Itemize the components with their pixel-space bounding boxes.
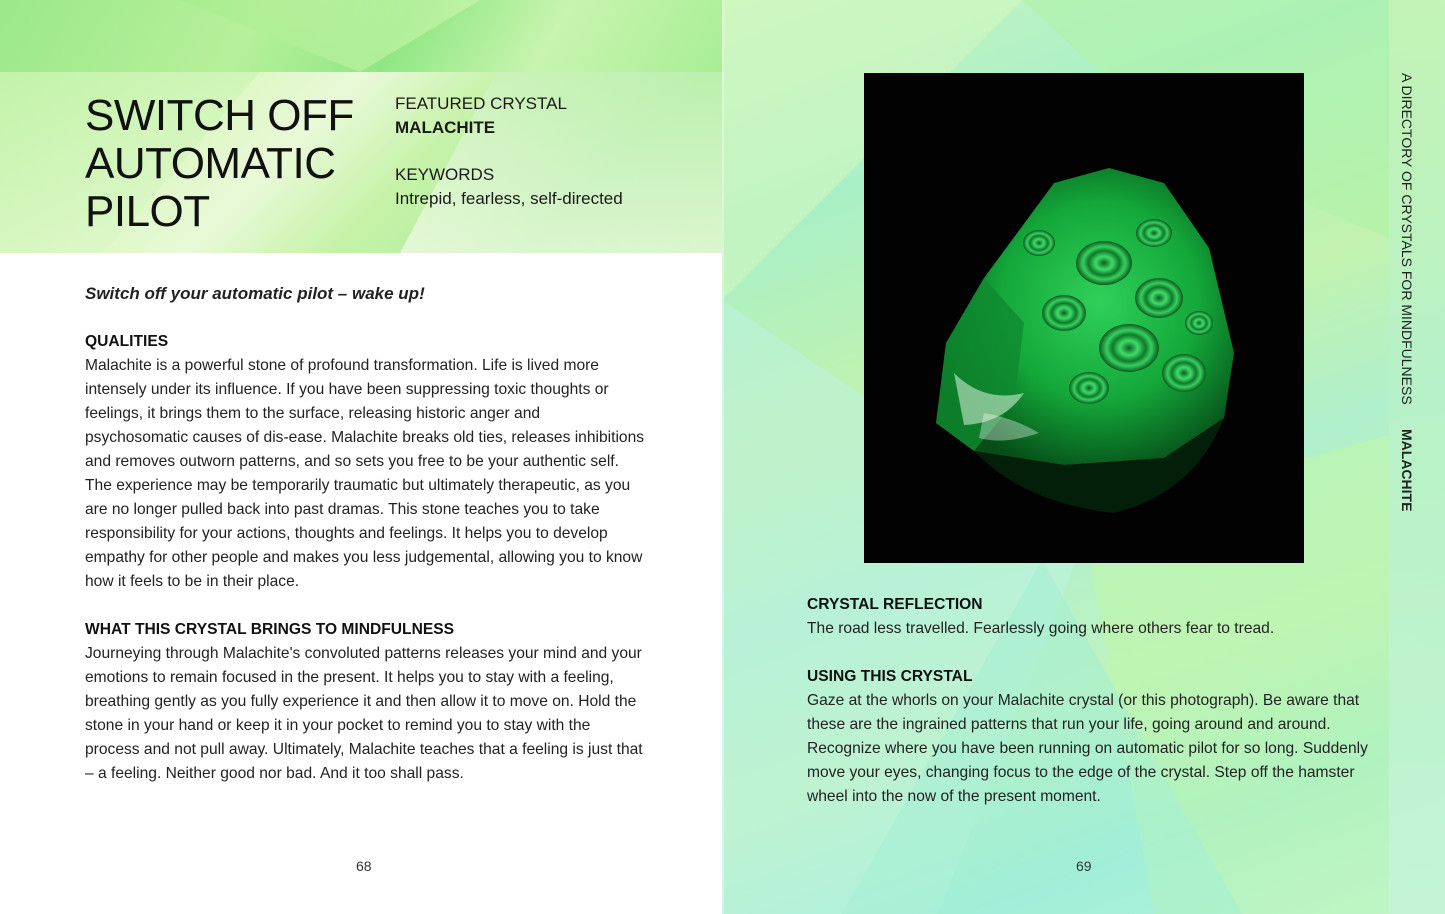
using-heading: USING THIS CRYSTAL (807, 668, 973, 685)
title-line: AUTOMATIC (85, 139, 336, 188)
qualities-heading: QUALITIES (85, 333, 169, 350)
page-number-left: 68 (356, 858, 372, 874)
side-crystal-name: MALACHITE (1399, 428, 1415, 511)
directory-label: A DIRECTORY OF CRYSTALS FOR MINDFULNESS (1399, 73, 1415, 405)
tagline: Switch off your automatic pilot – wake up! (85, 284, 425, 303)
right-page-content (807, 593, 1377, 833)
featured-crystal-value: MALACHITE (395, 118, 496, 137)
page-number-right: 69 (1076, 858, 1092, 874)
left-page-content (85, 282, 645, 810)
page-gutter (722, 0, 724, 914)
using-text: Gaze at the whorls on your Malachite crystal (or this photograph). Be aware that these are the ingrained patterns that run your life, going around and around. Recognize where you have been running on automatic pilot for so long. Suddenly move your eyes, changing focus to the edge of the crystal. Step off the hamster wheel into the now of the present moment. (807, 692, 1368, 805)
malachite-stone-illustration (864, 73, 1304, 563)
title-line: SWITCH OFF (85, 91, 354, 140)
title-line: PILOT (85, 187, 210, 236)
malachite-photo (864, 73, 1304, 563)
mindfulness-heading: WHAT THIS CRYSTAL BRINGS TO MINDFULNESS (85, 621, 455, 638)
page-title (85, 92, 385, 236)
reflection-heading: CRYSTAL REFLECTION (807, 596, 983, 613)
side-section-label (1392, 73, 1422, 573)
mindfulness-text: Journeying through Malachite's convoluted patterns releases your mind and your emotions to remain focused in the present. It helps you to stay with a feeling, breathing gently as you fully experience it and then allow it to move on. Hold the stone in your hand or keep it in your pocket to remind you to stay with the process and not pull away. Ultimately, Malachite teaches that a feeling is just that – a feeling. Neither good nor bad. And it too shall pass. (85, 645, 643, 782)
reflection-text: The road less travelled. Fearlessly going where others fear to tread. (807, 620, 1275, 637)
keywords-value: Intrepid, fearless, self-directed (395, 189, 623, 208)
crystal-meta (395, 92, 695, 211)
keywords-label: KEYWORDS (395, 165, 495, 184)
featured-crystal-label: FEATURED CRYSTAL (395, 94, 567, 113)
qualities-text: Malachite is a powerful stone of profound transformation. Life is lived more intensely under its influence. If you have been suppressing toxic thoughts or feelings, it brings them to the surface, releasing historic anger and psychosomatic causes of dis-ease. Malachite breaks old ties, releases inhibitions and removes outworn patterns, and so sets you free to be your authentic self. The experience may be temporarily traumatic but ultimately therapeutic, as you are no longer pulled back into past dramas. This stone teaches you to take responsibility for your actions, thoughts and feelings. It helps you to develop empathy for other people and makes you less judgemental, allowing you to know how it feels to be in their place. (85, 357, 645, 590)
